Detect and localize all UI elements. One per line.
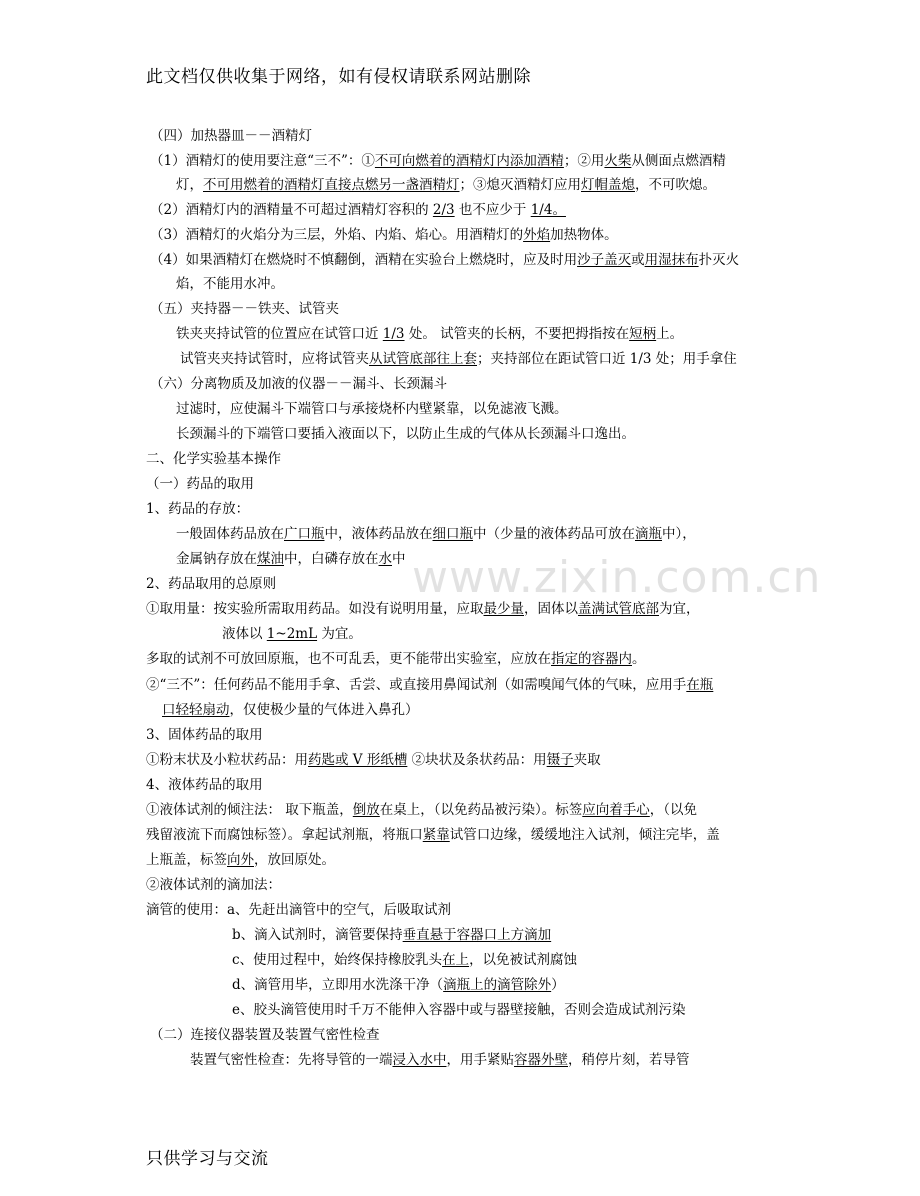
- underlined-text: 外焰: [523, 227, 551, 243]
- underlined-text: 口轻轻扇动: [162, 702, 230, 718]
- text-line: [146, 801, 697, 819]
- underlined-text: 不可用燃着的酒精灯直接点燃另一盏酒精灯: [203, 177, 460, 193]
- text-line: [232, 926, 551, 944]
- text-line: [176, 525, 696, 543]
- underlined-text: 火柴: [604, 153, 632, 169]
- text-line: [146, 876, 281, 894]
- text-segment: ，不可吹熄。: [635, 177, 716, 193]
- text-segment: 中，白磷存放在: [284, 551, 379, 567]
- text-segment: 滴管的使用：a、先赶出滴管中的空气，后吸取试剂: [146, 902, 452, 918]
- text-segment: 铁夹夹持试管的位置应在试管口近: [176, 326, 383, 342]
- text-segment: ①液体试剂的倾注法： 取下瓶盖，: [146, 802, 353, 818]
- text-segment: 夹取: [573, 752, 601, 768]
- text-segment: e、胶头滴管使用时千万不能伸入容器中或与器壁接触，否则会造成试剂污染: [232, 1002, 686, 1018]
- page-footer: 只供学习与交流: [146, 1149, 269, 1169]
- text-line: [146, 826, 720, 844]
- text-segment: 为宜，: [659, 601, 700, 617]
- text-segment: d、滴管用毕，立即用水洗涤干净（: [232, 977, 444, 993]
- underlined-text: 在上: [442, 952, 470, 968]
- text-segment: b、滴入试剂时，滴管要保持: [232, 927, 403, 943]
- text-segment: 装置气密性检查：先将导管的一端: [190, 1052, 393, 1068]
- text-line: [146, 575, 276, 593]
- text-line: [146, 726, 263, 744]
- underlined-text: 1~2mL: [266, 626, 318, 642]
- watermark: www.zixin.com.cn: [412, 552, 822, 603]
- text-segment: 残留液流下而腐蚀标签）。拿起试剂瓶，将瓶口: [146, 827, 423, 843]
- underlined-text: 滴瓶: [635, 526, 662, 542]
- text-segment: 试管夹夹持试管时，应将试管夹: [180, 351, 369, 367]
- text-line: [232, 951, 577, 969]
- text-segment: 过滤时，应使漏斗下端管口与承接烧杯内壁紧靠，以免滤液飞溅。: [176, 401, 568, 417]
- text-line: [232, 1001, 686, 1019]
- text-segment: 中，液体药品放在: [324, 526, 433, 542]
- text-line: [146, 776, 263, 794]
- page-header: 此文档仅供收集于网络，如有侵权请联系网站删除: [146, 67, 531, 87]
- text-segment: 中: [392, 551, 406, 567]
- text-segment: （1）酒精灯的使用要注意“三不”：①: [150, 153, 375, 169]
- text-segment: 上。: [656, 326, 684, 342]
- underlined-text: 短柄: [629, 326, 657, 342]
- text-line: [146, 475, 254, 493]
- underlined-text: 不可向燃着的酒精灯内添加酒精: [374, 153, 564, 169]
- text-segment: c、使用过程中，始终保持橡胶乳头: [232, 952, 443, 968]
- text-line: [176, 325, 683, 343]
- text-line: [150, 251, 739, 269]
- underlined-text: 在瓶: [686, 677, 714, 693]
- text-line: [222, 625, 362, 643]
- text-segment: （3）酒精灯的火焰分为三层，外焰、内焰、焰心。用酒精灯的: [150, 227, 524, 243]
- text-segment: 处。 试管夹的长柄，不要把拇指按在: [404, 326, 630, 342]
- text-line: [146, 901, 451, 919]
- text-line: [150, 1026, 380, 1044]
- text-line: [176, 425, 635, 443]
- underlined-text: 浸入水中: [392, 1052, 447, 1068]
- text-segment: ②液体试剂的滴加法：: [146, 877, 281, 893]
- underlined-text: 最少量: [483, 601, 524, 617]
- text-line: [146, 751, 601, 769]
- text-segment: ，仅使极少量的气体进入鼻孔）: [229, 702, 419, 718]
- text-segment: 试管口边缘，缓缓地注入试剂，倾注完毕，盖: [449, 827, 720, 843]
- text-segment: 在桌上，（以免药品被污染）。标签: [379, 802, 583, 818]
- text-segment: 中（少量的液体药品可放在: [473, 526, 635, 542]
- text-line: [150, 226, 618, 244]
- underlined-text: 从试管底部往上套: [369, 351, 477, 367]
- text-segment: 焰，不能用水冲。: [176, 276, 284, 292]
- text-line: [180, 350, 737, 368]
- text-segment: ①取用量：按实验所需取用药品。如没有说明用量，应取: [146, 601, 484, 617]
- text-line: [190, 1051, 690, 1069]
- text-line: [176, 400, 568, 418]
- text-line: [150, 152, 726, 170]
- underlined-text: 向外: [227, 852, 254, 868]
- text-line: [146, 851, 335, 869]
- text-segment: 二、化学实验基本操作: [146, 451, 281, 467]
- text-segment: ，稍停片刻，若导管: [568, 1052, 690, 1068]
- text-segment: 1、药品的存放：: [146, 501, 250, 517]
- text-segment: ；②用: [563, 153, 605, 169]
- underlined-text: 紧靠: [422, 827, 450, 843]
- text-segment: 4、液体药品的取用: [146, 777, 263, 793]
- text-segment: 液体以: [222, 626, 267, 642]
- text-segment: 一般固体药品放在: [176, 526, 284, 542]
- text-line: [176, 550, 406, 568]
- text-segment: （四）加热器皿－－酒精灯: [150, 128, 312, 144]
- underlined-text: 垂直悬于容器口上方滴加: [402, 927, 552, 943]
- text-line: [146, 650, 646, 668]
- text-segment: ，放回原处。: [254, 852, 335, 868]
- text-segment: ，以免被试剂腐蚀: [469, 952, 578, 968]
- text-segment: 金属钠存放在: [176, 551, 257, 567]
- underlined-text: 水: [378, 551, 392, 567]
- text-segment: 2、药品取用的总原则: [146, 576, 277, 592]
- underlined-text: 细口瓶: [432, 526, 473, 542]
- underlined-text: 倒放: [352, 802, 380, 818]
- text-segment: ，用手紧贴: [446, 1052, 514, 1068]
- underlined-text: 灯帽盖熄: [581, 177, 635, 193]
- text-segment: 长颈漏斗的下端管口要插入液面以下，以防止生成的气体从长颈漏斗口逸出。: [176, 426, 635, 442]
- text-segment: ）: [551, 977, 565, 993]
- text-segment: 扑灭火: [698, 252, 740, 268]
- underlined-text: 沙子盖灭: [577, 252, 632, 268]
- underlined-text: 盖满试管底部: [578, 601, 659, 617]
- underlined-text: 药匙或 V 形纸槽: [308, 752, 408, 768]
- text-segment: ，固体以: [524, 601, 578, 617]
- text-segment: （二）连接仪器装置及装置气密性检查: [150, 1027, 380, 1043]
- text-segment: 或: [631, 252, 645, 268]
- underlined-text: 广口瓶: [284, 526, 325, 542]
- underlined-text: 镊子: [546, 752, 574, 768]
- text-line: [146, 600, 700, 618]
- text-segment: 从侧面点燃酒精: [631, 153, 726, 169]
- text-segment: ②块状及条状药品：用: [407, 752, 547, 768]
- text-line: [176, 176, 716, 194]
- text-segment: （五）夹持器－－铁夹、试管夹: [150, 301, 339, 317]
- text-line: [150, 201, 566, 219]
- text-segment: 为宜。: [317, 626, 362, 642]
- text-segment: ；③熄灭酒精灯应用: [459, 177, 581, 193]
- text-line: [146, 500, 249, 518]
- text-line: [176, 275, 284, 293]
- text-segment: ，（以免: [649, 802, 698, 818]
- text-line: [146, 450, 281, 468]
- text-segment: 也不应少于: [454, 202, 531, 218]
- text-segment: 3、固体药品的取用: [146, 727, 263, 743]
- text-segment: 加热物体。: [550, 227, 618, 243]
- underlined-text: 2/3: [432, 202, 455, 218]
- text-segment: （4）如果酒精灯在燃烧时不慎翻倒，酒精在实验台上燃烧时，应及时用: [150, 252, 578, 268]
- text-line: [150, 127, 312, 145]
- underlined-text: 容器外壁: [514, 1052, 568, 1068]
- underlined-text: 指定的容器内: [551, 651, 632, 667]
- text-segment: 中），: [662, 526, 696, 542]
- text-segment: ；夹持部位在距试管口近 1/3 处；用手拿住: [477, 351, 737, 367]
- text-line: [150, 300, 339, 318]
- underlined-text: 1/3: [382, 326, 405, 342]
- underlined-text: 滴瓶上的滴管除外: [443, 977, 552, 993]
- underlined-text: 应向着手心: [582, 802, 650, 818]
- text-segment: （2）酒精灯内的酒精量不可超过酒精灯容积的: [150, 202, 433, 218]
- text-segment: （一）药品的取用: [146, 476, 254, 492]
- underlined-text: 煤油: [257, 551, 284, 567]
- underlined-text: 1/4。: [530, 202, 566, 218]
- text-segment: 上瓶盖，标签: [146, 852, 227, 868]
- text-line: [162, 701, 419, 719]
- text-segment: 。: [632, 651, 646, 667]
- text-line: [150, 375, 447, 393]
- text-segment: ②“三不”：任何药品不能用手拿、舌尝、或直接用鼻闻试剂（如需嗅闻气体的气味，应用手: [146, 677, 687, 693]
- text-line: [146, 676, 713, 694]
- underlined-text: 用湿抹布: [644, 252, 699, 268]
- text-line: [232, 976, 565, 994]
- text-segment: （六）分离物质及加液的仪器－－漏斗、长颈漏斗: [150, 376, 447, 392]
- text-segment: 多取的试剂不可放回原瓶，也不可乱丢，更不能带出实验室，应放在: [146, 651, 551, 667]
- text-segment: 灯，: [176, 177, 203, 193]
- text-segment: ①粉末状及小粒状药品：用: [146, 752, 308, 768]
